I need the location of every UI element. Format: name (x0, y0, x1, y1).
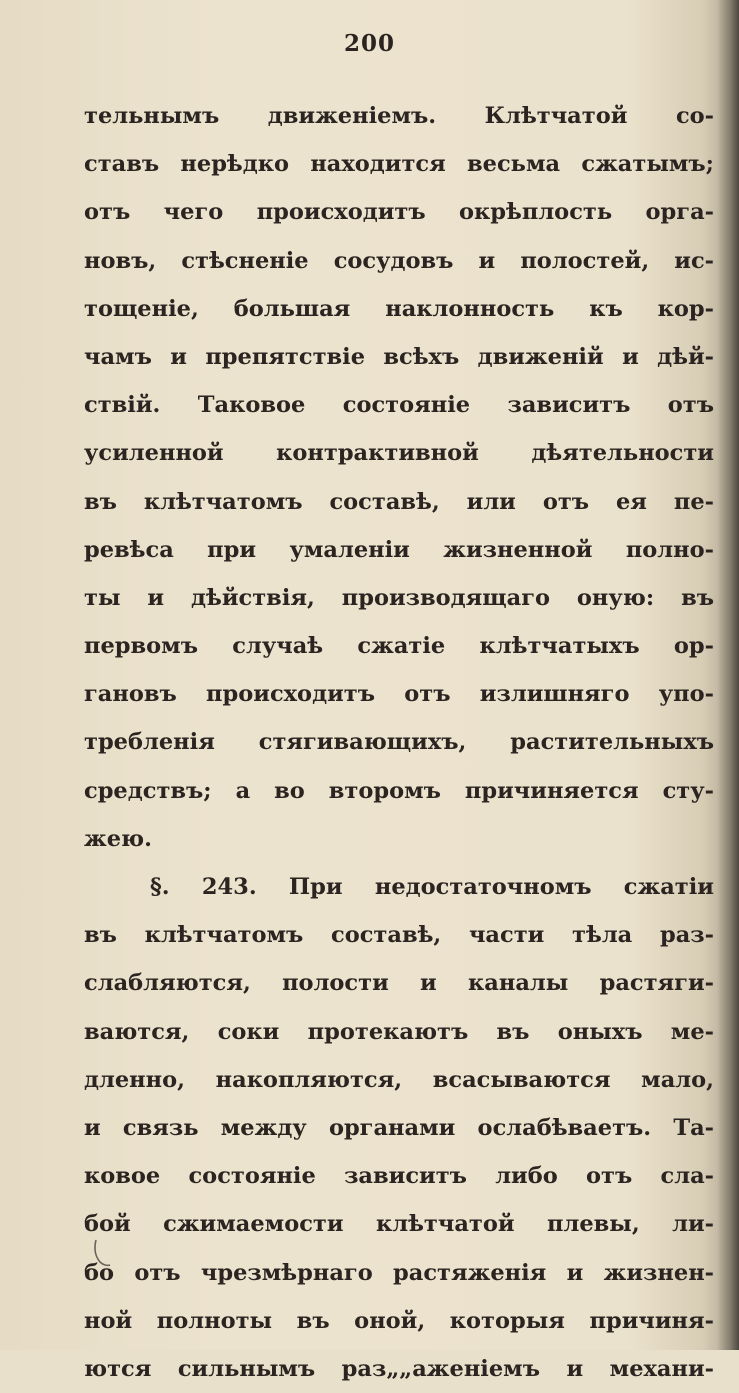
text-line: бой сжимаемости клѣтчатой плевы, ли- (84, 1211, 714, 1238)
paragraph-2 (84, 863, 714, 1393)
text-line: ковое состояніе зависитъ либо отъ сла- (84, 1163, 714, 1190)
text-line: ваются, соки протекаютъ въ оныхъ ме- (84, 1018, 714, 1045)
text-line: требленія стягивающихъ, растительныхъ (84, 729, 714, 756)
body-text (84, 92, 714, 1393)
text-line: гановъ происходитъ отъ излишняго упо- (84, 681, 714, 708)
text-line: ты и дѣйствія, производящаго оную: въ (84, 584, 714, 611)
text-line: жею. (84, 825, 152, 852)
text-line: средствъ; а во второмъ причиняется сту- (84, 777, 714, 804)
text-line: новъ, стѣсненіе сосудовъ и полостей, ис- (84, 247, 714, 274)
text-line: тельнымъ движеніемъ. Клѣтчатой со- (84, 103, 714, 129)
text-line: въ клѣтчатомъ составѣ, или отъ ея пе- (84, 488, 714, 515)
text-line: дленно, накопляются, всасываются мало, (84, 1066, 714, 1093)
text-line: чамъ и препятствіе всѣхъ движеній и дѣй- (84, 343, 714, 370)
page-edge-shadow (717, 0, 739, 1350)
text-line: отъ чего происходитъ окрѣплость орга- (84, 199, 714, 226)
text-line: въ клѣтчатомъ составѣ, части тѣла раз- (84, 922, 714, 949)
text-line: ются сильнымъ раз„„аженіемъ и механи- (84, 1355, 714, 1382)
text-line: слабляются, полости и каналы растяги- (84, 970, 714, 997)
text-line: и связь между органами ослабѣваетъ. Та- (84, 1114, 714, 1141)
section-heading-line: §. 243. При недостаточномъ сжатіи (150, 874, 714, 900)
text-line: ной полноты въ оной, которыя причиня- (84, 1307, 714, 1334)
text-line: первомъ случаѣ сжатіе клѣтчатыхъ ор- (84, 633, 714, 660)
text-line: усиленной контрактивной дѣятельности (84, 440, 714, 467)
text-line: ставъ нерѣдко находится весьма сжатымъ; (84, 151, 714, 178)
page-number: 200 (343, 30, 395, 57)
text-line: тощеніе, большая наклонность къ кор- (84, 295, 714, 322)
ink-mark (92, 1238, 114, 1268)
text-line: ствій. Таковое состояніе зависитъ отъ (84, 392, 714, 419)
text-line: ревѣса при умаленіи жизненной полно- (84, 536, 714, 563)
paragraph-1 (84, 92, 714, 863)
text-line: бо отъ чрезмѣрнаго растяженія и жизнен- (84, 1259, 714, 1286)
